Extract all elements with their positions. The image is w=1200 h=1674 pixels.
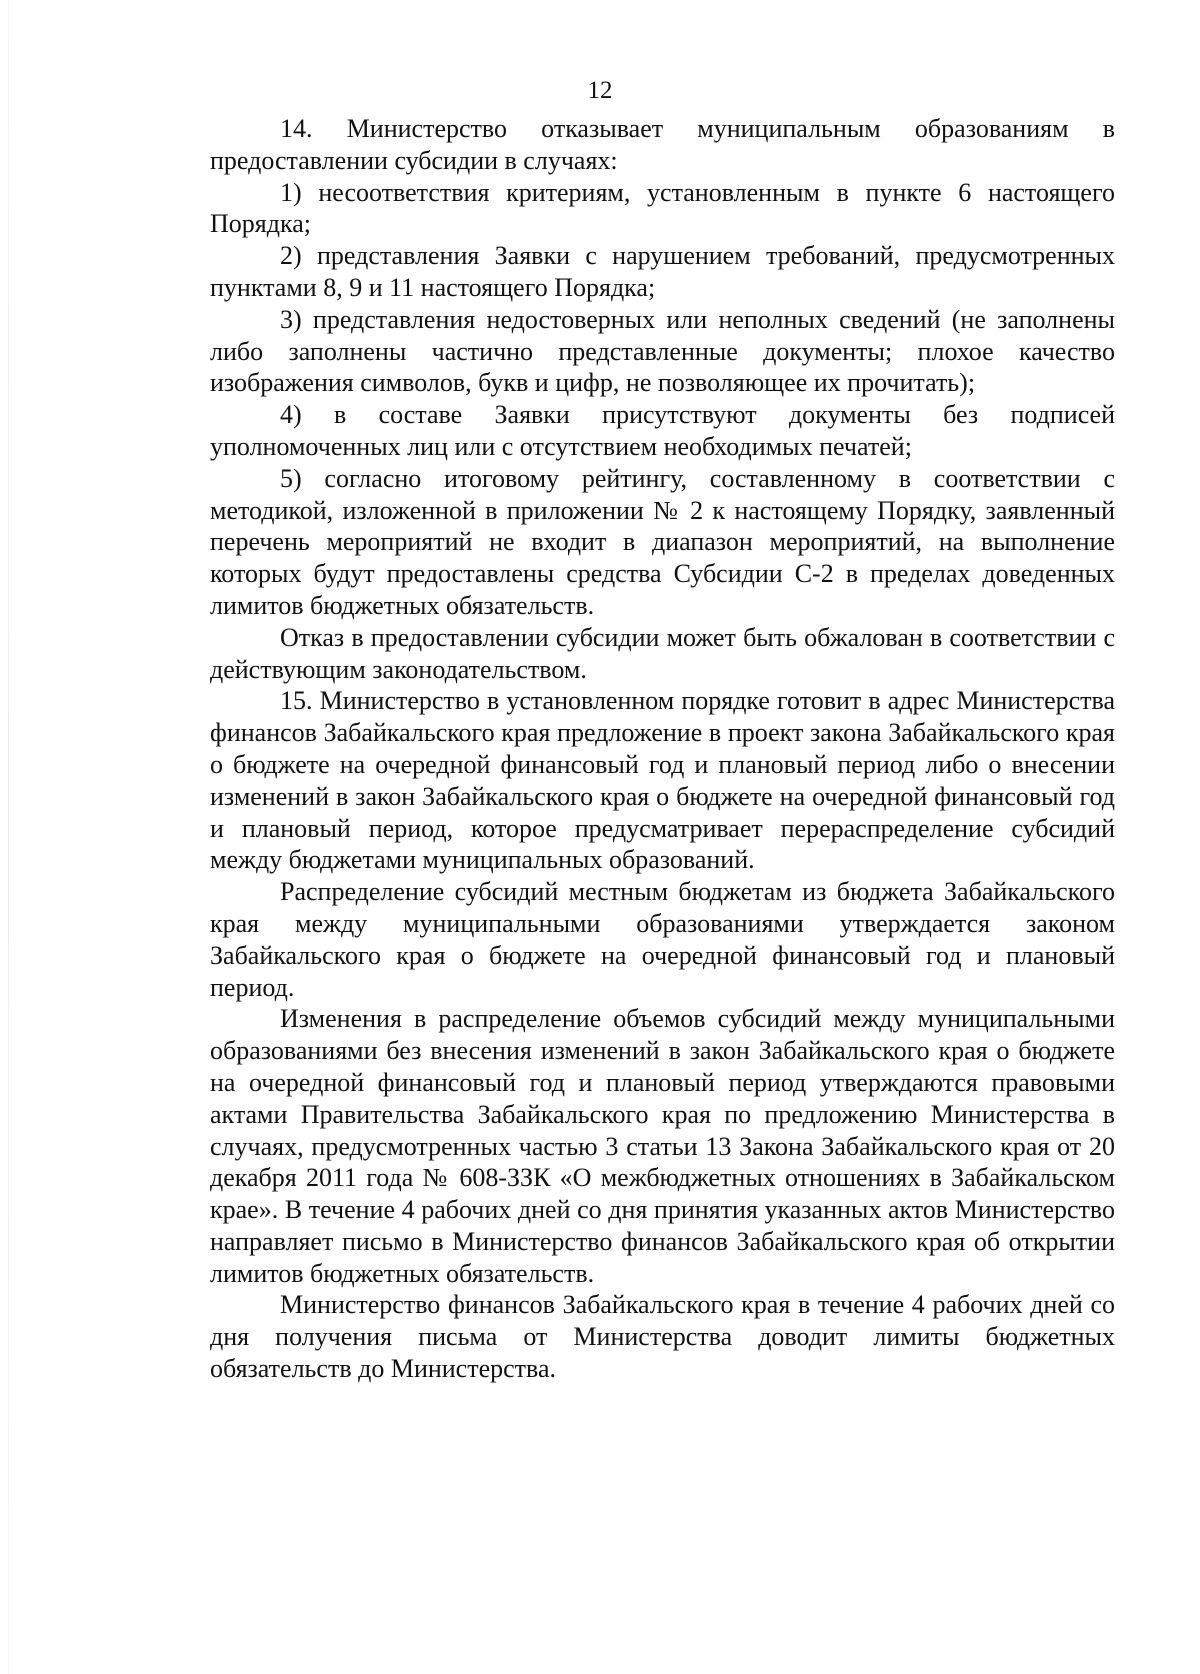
paragraph-distribution: Распределение субсидий местным бюджетам из бюджета Забайкальского края между муниципальными образованиями утверждается законом Забайкальского края о бюджете на очередной финансовый год и плановый период. (210, 877, 1115, 1002)
paragraph-appeal: Отказ в предоставлении субсидии может быть обжалован в соответствии с действующим законодательством. (210, 622, 1115, 684)
paragraph-limits: Министерство финансов Забайкальского края в течение 4 рабочих дней со дня получения письма от Министерства доводит лимиты бюджетных обязательств до Министерства. (210, 1290, 1115, 1384)
paragraph-case-5: 5) согласно итоговому рейтингу, составленному в соответствии с методикой, изложенной в приложении № 2 к настоящему Порядку, заявленный перечень мероприятий не входит в диапазон мероприятий, на выполнение которых будут предоставлены средства Субсидии С-2 в пределах доведенных лимитов бюджетных обязательств. (210, 463, 1115, 620)
page-number: 12 (587, 77, 613, 104)
paragraph-case-1: 1) несоответствия критериям, установленным в пункте 6 настоящего Порядка; (210, 177, 1115, 239)
paragraph-changes: Изменения в распределение объемов субсидий между муниципальными образованиями без внесения изменений в закон Забайкальского края о бюджете на очередной финансовый год и плановый период утверждаются правовыми актами Правительства Забайкальского края по предложению Министерства в случаях, предусмотренных частью 3 статьи 13 Закона Забайкальского края от 20 декабря 2011 года № 608-ЗЗК «О межбюджетных отношениях в Забайкальском крае». В течение 4 рабочих дней со дня принятия указанных актов Министерство направляет письмо в Министерство финансов Забайкальского края об открытии лимитов бюджетных обязательств. (210, 1004, 1115, 1288)
paragraph-item-14: 14. Министерство отказывает муниципальным образованиям в предоставлении субсидии в случаях: (210, 114, 1115, 175)
scan-edge (8, 0, 9, 1674)
paragraph-case-4: 4) в составе Заявки присутствуют документы без подписей уполномоченных лиц или с отсутствием необходимых печатей; (210, 400, 1115, 461)
document-body (210, 113, 1115, 1385)
paragraph-case-2: 2) представления Заявки с нарушением требований, предусмотренных пунктами 8, 9 и 11 настоящего Порядка; (210, 241, 1115, 302)
paragraph-item-15: 15. Министерство в установленном порядке готовит в адрес Министерства финансов Забайкальского края предложение в проект закона Забайкальского края о бюджете на очередной финансовый год и плановый период либо о внесении изменений в закон Забайкальского края о бюджете на очередной финансовый год и плановый период, которое предусматривает перераспределение субсидий между бюджетами муниципальных образований. (210, 686, 1115, 875)
paragraph-case-3: 3) представления недостоверных или неполных сведений (не заполнены либо заполнены частично представленные документы; плохое качество изображения символов, букв и цифр, не позволяющее их прочитать); (210, 304, 1115, 398)
